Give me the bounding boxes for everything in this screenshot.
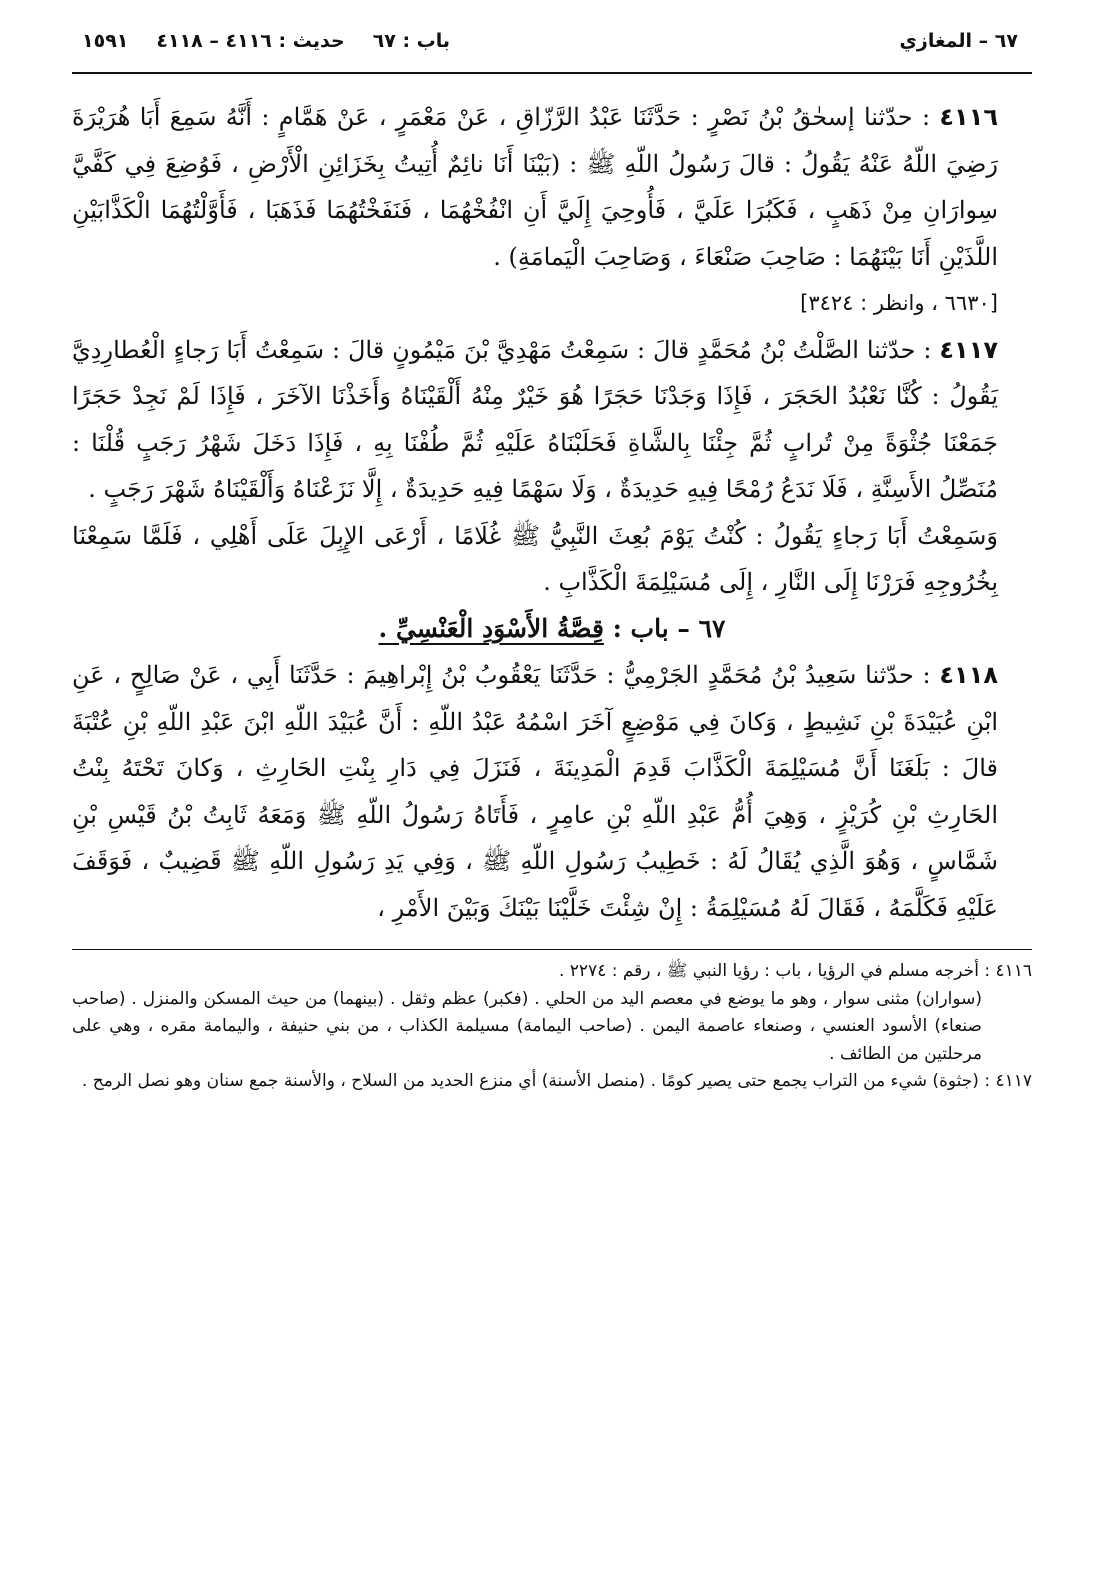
footnote-glossary-text: (سواران) مثنى سوار ، وهو ما يوضع في معصم اليد من الحلي . (فكبر) عظم وثقل . (بينهما) من حيث المسكن والمنزل . (صاحب صنعاء) الأسود العنسي ، وصنعاء عاصمة اليمن . (صاحب اليمامة) مسيلمة الكذاب ، من بني حنيفة ، واليمامة مقره ، وهي على مرحلتين من الطائف . [72,988,982,1064]
hadith-4116 [72,94,1032,280]
hadith-range: حديث : ٤١١٦ – ٤١١٨ [156,30,345,52]
header-left-group [82,30,450,52]
hadith-number: ٤١١٨ [939,661,998,689]
see-also-reference [72,280,1032,327]
see-also-text: [٦٦٣٠ ، وانظر : ٣٤٢٤] [800,291,998,315]
hadith-number: ٤١١٦ [939,103,998,131]
main-text [72,94,1032,931]
page-number: ١٥٩١ [82,30,129,52]
hadith-text-2: وَسَمِعْتُ أَبَا رَجاءٍ يَقُولُ : كُنْتُ يَوْمَ بُعِثَ النَّبِيُّ ﷺ غُلَامًا ، أَرْعَى الإِبِلَ عَلَى أَهْلِي ، فَلَمَّا سَمِعْنَا بِخُرُوجِهِ فَرَرْنَا إِلَى النَّارِ ، إِلَى مُسَيْلِمَةَ الْكَذَّابِ . [72,521,998,596]
footnote-number: ٤١١٦ [995,961,1032,981]
bab-reference: باب : ٦٧ [372,30,451,52]
hadith-4117 [72,327,1032,513]
book-title: ٦٧ – المغازي [899,30,1018,52]
hadith-text: : حدّثنا سَعِيدُ بْنُ مُحَمَّدٍ الجَرْمِيُّ : حَدَّثَنَا يَعْقُوبُ بْنُ إِبْراهِيمَ : حَدَّثَنَا أَبِي ، عَنْ صَالِحٍ ، عَنِ ابْنِ عُبَيْدَةَ بْنِ نَشِيطٍ ، وَكانَ فِي مَوْضِعٍ آخَرَ اسْمُهُ عَبْدُ اللّهِ : أَنَّ عُبَيْدَ اللّهِ ابْنَ عَبْدِ اللّهِ بْنِ عُتْبَةَ قالَ : بَلَغَنَا أَنَّ مُسَيْلِمَةَ الْكَذَّابَ قَدِمَ الْمَدِينَةَ ، فَنَزَلَ فِي دَارِ بِنْتِ الحَارِثِ ، وَكانَ تَحْتَهُ بِنْتُ الحَارِثِ بْنِ كُرَيْزٍ ، وَهِيَ أُمُّ عَبْدِ اللّهِ بْنِ عامِرٍ ، فَأَتَاهُ رَسُولُ اللّهِ ﷺ وَمَعَهُ ثَابِتُ بْنُ قَيْسِ بْنِ شَمَّاسٍ ، وَهُوَ الَّذِي يُقَالُ لَهُ : خَطِيبُ رَسُولِ اللّهِ ﷺ ، وَفِي يَدِ رَسُولِ اللّهِ ﷺ قَضِيبٌ ، فَوَقَفَ عَلَيْهِ فَكَلَّمَهُ ، فَقَالَ لَهُ مُسَيْلِمَةُ : إِنْ شِئْتَ خَلَّيْنَا بَيْنَكَ وَبَيْنَ الأَمْرِ ، [72,661,998,922]
chapter-label: ٦٧ – باب : [612,613,726,643]
footnotes [72,958,1032,1096]
hadith-text: : حدّثنا إسحٰقُ بْنُ نَصْرٍ : حَدَّثَنَا عَبْدُ الرَّزّاقِ ، عَنْ مَعْمَرٍ ، عَنْ هَمَّامٍ : أَنَّهُ سَمِعَ أَبَا هُرَيْرَةَ رَضِيَ اللّهُ عَنْهُ يَقُولُ : قالَ رَسُولُ اللّهِ ﷺ : (بَيْنَا أَنَا نائِمٌ أُتِيتُ بِخَزَائِنِ الْأَرْضِ ، فَوُضِعَ فِي كَفَّيَّ سِوارَانِ مِنْ ذَهَبٍ ، فَكَبُرَا عَلَيَّ ، فَأُوحِيَ إِلَيَّ أَنِ انْفُخْهُمَا ، فَنَفَخْتُهُمَا فَذَهَبَا ، فَأَوَّلْتُهُمَا الْكَذَّابَيْنِ اللَّذَيْنِ أَنَا بَيْنَهُمَا : صَاحِبَ صَنْعَاءَ ، وَصَاحِبَ الْيَمامَةِ) . [72,103,999,271]
book-page [72,30,1032,1096]
header-rule [72,72,1032,74]
footnote-rule [72,949,1032,950]
running-header [72,30,1032,68]
hadith-4118 [72,652,1032,931]
footnote-number: ٤١١٧ [995,1071,1032,1091]
footnote-text: : (جثوة) شيء من التراب يجمع حتى يصير كومًا . (منصل الأسنة) أي منزع الحديد من السلاح ، والأسنة جمع سنان وهو نصل الرمح . [81,1071,991,1091]
footnote-4117 [72,1068,1032,1096]
footnote-text: : أخرجه مسلم في الرؤيا ، باب : رؤيا النبي ﷺ ، رقم : ٢٢٧٤ . [558,961,991,981]
hadith-number: ٤١١٧ [939,335,998,364]
footnote-4116-glossary [72,986,1032,1069]
hadith-text: : حدّثنا الصَّلْتُ بْنُ مُحَمَّدٍ قالَ : سَمِعْتُ مَهْدِيَّ بْنَ مَيْمُونٍ قالَ : سَمِعْتُ أَبَا رَجاءٍ الْعُطارِدِيَّ يَقُولُ : كُنَّا نَعْبُدُ الحَجَرَ ، فَإِذَا وَجَدْنَا حَجَرًا هُوَ خَيْرٌ مِنْهُ أَلْقَيْنَاهُ وَأَخَذْنَا الآخَرَ ، فَإِذَا لَمْ نَجِدْ حَجَرًا جَمَعْنَا جُثْوَةً مِنْ تُرابٍ ثُمَّ جِئْنَا بِالشَّاةِ فَحَلَبْنَاهُ عَلَيْهِ ثُمَّ طُفْنَا بِهِ ، فَإِذَا دَخَلَ شَهْرُ رَجَبٍ قُلْنَا : مُنَصِّلُ الأَسِنَّةِ ، فَلَا نَدَعُ رُمْحًا فِيهِ حَدِيدَةٌ ، وَلَا سَهْمًا فِيهِ حَدِيدَةٌ ، إِلَّا نَزَعْنَاهُ وَأَلْقَيْنَاهُ شَهْرَ رَجَبٍ . [72,335,998,503]
hadith-4117-continuation [72,513,1032,606]
chapter-title: قِصَّةُ الأَسْوَدِ الْعَنْسِيِّ . [378,613,604,643]
chapter-heading [72,606,1032,653]
footnote-4116 [72,958,1032,986]
